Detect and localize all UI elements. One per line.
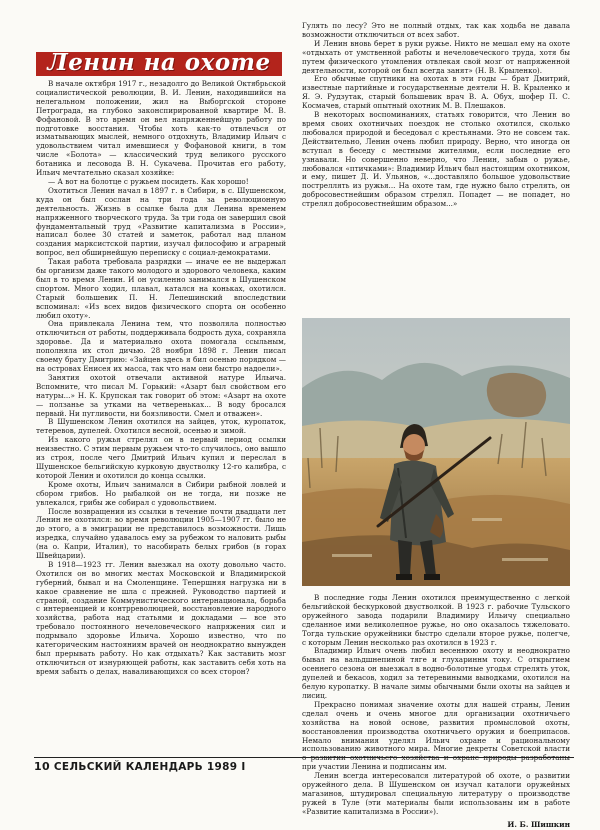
paragraph: — А вот на болотце с ружьем посидеть. Как хорошо! xyxy=(48,176,249,186)
paragraph: Его обычные спутники на охотах в эти годы — брат Дмитрий, известные партийные и государственные деятели Н. В. Крыленко и Я. Э. Рудзутак, старый большевик врач В. А. Обух, шофер П. С. Космачев, старый опытный охотник М. В. Плешаков. xyxy=(302,74,570,111)
paragraph: Ленин всегда интересовался литературой об охоте, о развитии оружейного дела. В Шушенском он изучал каталоги оружейных магазинов, штудировал специальную литературу о производстве ружей в Туле (эти материалы были использованы им в работе «Развитие капитализма в России»). xyxy=(302,771,570,816)
paragraph: Она привлекала Ленина тем, что позволяла полностью отключиться от работы, поддерживала бодрость духа, сохраняла здоровье. Да и материально охота помогала ссыльным, пополняла их стол дичью. 28 ноября 1898 г. Ленин писал своему брату Дмитрию: «Зайцев здесь я бил осенью порядком — на островах Енисея их масса, так что нам они быстро надоели». xyxy=(36,319,286,373)
paragraph: В 1918—1923 гг. Ленин выезжал на охоту довольно часто. Охотился он во многих местах Московской и Владимирской губерний, бывал и на Смоленщине. Тепершняя нагрузка ни в какое сравнение не шла с прежней. Руководство партией и страной, создание Коммунистического интернационала, борьба с интервенцией и контрреволюцией, восстановление народного хозяйства, работа над статьями и докладами — все это требовало постоянного нечеловеческого напряжения сил и подрывало здоровье Ильича. Хорошо известно, что по категорическим настояниям врачей он неоднократно вынужден был прерывать работу. Но как отдыхать? Как заставить мозг отключиться от изнуряющей работы, как заставить себя хоть на время забыть о делах, наваливающихся со всех сторон? xyxy=(36,559,286,676)
paragraph: Занятия охотой отвечали активной натуре Ильича. Вспомните, что писал М. Горький: «Азарт был свойством его натуры...» Н. К. Крупская так говорит об этом: «Азарт на охоте — ползанье за утками на четвереньках... В воду бросался первый. Ни пугливости, ни боязливости. Смел и отважен». xyxy=(36,372,286,418)
author-signature: И. Б. Шишкин xyxy=(507,819,570,829)
publication-name: СЕЛЬСКИЙ КАЛЕНДАРЬ 1989 I xyxy=(53,761,246,773)
paragraph: Кроме охоты, Ильич занимался в Сибири рыбной ловлей и сбором грибов. Но рыбалкой он не тогда, ни позже не увлекался, грибы же собирал с удовольствием. xyxy=(36,479,286,507)
paragraph: В последние годы Ленин охотился преимущественно с легкой бельгийской бескурковой двустволкой. В 1923 г. рабочие Тульского оружейного завода подарили Владимиру Ильичу специально сделанное ими великолепное ружье, но оно оказалось тяжеловато. Тогда тульские оружейники быстро сделали второе ружье, полегче, с которым Ленин несколько раз охотился в 1923 г. xyxy=(302,593,570,647)
article-title: Ленин на охоте xyxy=(47,49,271,76)
footer-divider xyxy=(34,757,574,758)
right-column-bottom xyxy=(302,593,570,829)
paragraph: Владимир Ильич очень любил весеннюю охоту и неоднократно бывал на вальдшнепиной тяге и глухариннм току. С открытием осеннего сезона он выезжал в водно-болотные угодья стрелять уток, дупелей и бекасов, ходил за тетеревиными выводками, охотился на белую куропатку. В начале зимы обычными были охоты на зайцев и лисиц. xyxy=(302,646,570,700)
paragraph: В некоторых воспоминаниях, статьях говорится, что Ленин во время своих охотничьих поездок не столько охотился, сколько любовался природой и беседовал с крестьянами. Это не совсем так. Действительно, Ленин очень любил природу. Верно, что иногда он вступал в беседу с местными жителями, если последние его узнавали. Но совершенно неверно, что Ленин, забыв о ружье, любовался «птичками»: Владимир Ильич был настоящим охотником, и ему, пишет Д. И. Ульянов, «...доставляло большое удовольствие постреллять из ружья... На охоте там, где нужно было стрелять, он добросовестнейшим образом стрелял. Попадет — не попадет, но стрелял добросовестнейшим образом...» xyxy=(302,110,570,209)
paragraph: Такая работа требовала разрядки — иначе ее не выдержал бы организм даже такого молодого и здорового человека, каким был в то время Ленин. И он усиленно занимался в Шушенском спортом. Много ходил, плавал, катался на коньках, охотился. Старый большевик П. Н. Лепешинский впоследствии вспоминал: «Из всех видов физического спорта он особенно любил охоту». xyxy=(36,257,286,320)
page-number: 10 xyxy=(34,760,50,773)
paragraph: И Ленин вновь берет в руки ружье. Никто не мешал ему на охоте «отдыхать от умственной работы и нечеловеческого труда, хотя бы путем физического утомления отвлекая свой мозг от напряженной деятельности, которой он был всегда занят» (Н. В. Крыленко). xyxy=(302,38,570,75)
painting-lenin-hunting-icon xyxy=(302,318,570,586)
paragraph: После возвращения из ссылки в течение почти двадцати лет Ленин не охотился: во время революции 1905—1907 гг. было не до этого, а в эмиграции не представилось возможности. Лишь изредка, случайно удавалось ему за рубежом то наловить рыбы (на о. Капри, Италия), то насобирать белых грибов (в горах Швейцарии). xyxy=(36,506,286,561)
page-footer xyxy=(34,760,246,773)
paragraph: В начале октября 1917 г., незадолго до Великой Октябрьской социалистической революции, В. И. Ленин, находившийся на нелегальном положении, жил на Выборгской стороне Петрограда, на глубоко законспирированной квартире М. В. Фофановой. В это время он вел напряженнейшую работу по подготовке восстания. Чтобы хоть как-то отвлечься от изматывающих мыслей, немного отдохнуть, Владимир Ильич с удовольствием читал имевшиеся у Фофановой книги, в том числе «Болота» — классический труд великого русского ботаника и лесовода В. Н. Сукачева. Прочитав его работу, Ильич мечтательно сказал хозяйке: xyxy=(36,79,286,178)
paragraph: Охотиться Ленин начал в 1897 г. в Сибири, в с. Шушенском, куда он был сослан на три года за революционную деятельность. Жизнь в ссылке была для Ленина временем напряженного творческого труда. За три года он завершил свой фундаментальный труд «Развитие капитализма в России», написал более 30 статей и заметок, работал над планом создания марксистской партии, изучал философию и аграрный вопрос, вел обширнейшую переписку с социал-демократами. xyxy=(36,185,286,258)
paragraph: В Шушенском Ленин охотился на зайцев, уток, куропаток, тетеревов, дупелей. Охотился весной, осенью и зимой. xyxy=(36,417,286,436)
left-column xyxy=(36,80,286,742)
paragraph: Гулять по лесу? Это не полный отдых, так как ходьба не давала возможности отключиться от всех забот. xyxy=(302,21,570,39)
paragraph: Из какого ружья стрелял он в первый период ссылки неизвестно. С этим первым ружьем что-то случилось, оно вышло из строя, после чего Дмитрий Ильич купил и переслал в Шушенское бельгийскую курковую двустволку 12-го калибра, с которой Ленин и охотился до конца ссылки. xyxy=(36,435,286,480)
right-column-top xyxy=(302,22,570,310)
paragraph: Прекрасно понимая значение охоты для нашей страны, Ленин сделал очень и очень многое для организации охотничьего хозяйства на новой основе, развития промысловой охоты, восстановления производства охотничьего оружия и боеприпасов. Немало внимания уделял Ильич охране и рациональному использованию животного мира. Многие декреты Советской власти при участии Ленина и подписаны им. xyxy=(302,699,570,772)
